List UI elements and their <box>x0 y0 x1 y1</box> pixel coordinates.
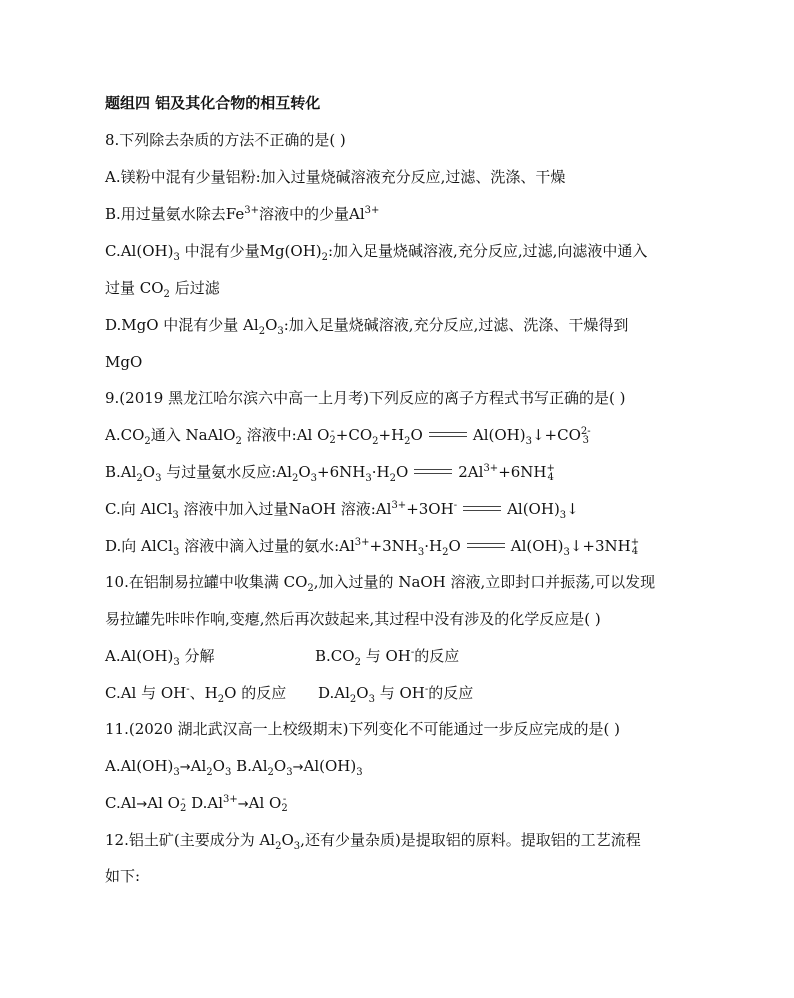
text: A.Al(OH) <box>105 757 174 775</box>
subscript: 3 <box>417 547 425 558</box>
subscript: 3 <box>525 436 532 447</box>
superscript: 3+ <box>483 463 499 474</box>
subscript: 2 <box>291 473 299 484</box>
superscript: - <box>453 500 458 511</box>
subscript: 3 <box>559 510 567 521</box>
text: O <box>281 831 294 849</box>
text: Al O <box>248 794 282 812</box>
q11-options-ab <box>105 756 363 778</box>
subscript: 2 <box>163 289 170 300</box>
text: 通入 NaAlO <box>150 426 236 444</box>
superscript: + <box>630 537 640 548</box>
superscript: 3+ <box>354 537 370 548</box>
subscript: 2 <box>179 803 187 814</box>
text: :加入足量烧碱溶液,充分反应,过滤、洗涤、干燥得到 <box>283 316 629 334</box>
text: 溶液中:Al O <box>241 426 330 444</box>
text: Al(OH) <box>510 537 564 555</box>
subscript: 3 <box>286 767 293 778</box>
text: C.Al <box>105 794 137 812</box>
sub-sup-stack <box>581 427 591 445</box>
subscript: 2 <box>206 767 213 778</box>
text: 12.铝土矿(主要成分为 Al <box>105 831 276 849</box>
subscript: 3 <box>173 767 180 778</box>
subscript: 3 <box>368 694 375 705</box>
sub-sup-stack <box>631 538 639 556</box>
superscript: - <box>186 684 190 695</box>
subscript: 3 <box>356 767 363 778</box>
text: D.Al <box>186 794 223 812</box>
arrow-icon: → <box>136 797 148 812</box>
text: 溶液中滴入过量的氨水:Al <box>179 537 355 555</box>
text: 与 OH <box>360 647 411 665</box>
text: O <box>212 757 225 775</box>
text: B.Al <box>105 463 137 481</box>
text: +3OH <box>406 500 454 518</box>
q9-stem: 9.(2019 黑龙江哈尔滨六中高一上月考)下列反应的离子方程式书写正确的是( ) <box>105 389 626 407</box>
text: +6NH <box>498 463 547 481</box>
text: B.CO <box>315 647 355 665</box>
text: +6NH <box>317 463 366 481</box>
text: 溶液中的少量Al <box>259 205 365 223</box>
arrow-icon: → <box>179 760 191 775</box>
subscript: 2 <box>442 547 449 558</box>
q8-option-d-continued: MgO <box>105 353 143 371</box>
q8-option-b <box>105 204 379 224</box>
q10-stem-continued: 易拉罐先咔咔作响,变瘪,然后再次鼓起来,其过程中没有涉及的化学反应是( ) <box>105 610 601 628</box>
subscript: 2 <box>321 252 328 263</box>
text: ↓+CO <box>531 426 581 444</box>
subscript: 2 <box>217 694 225 705</box>
q8-option-a: A.镁粉中混有少量铝粉:加入过量烧碱溶液充分反应,过滤、洗涤、干燥 <box>105 168 566 186</box>
text: 过量 CO <box>105 279 164 297</box>
subscript: 4 <box>547 472 554 483</box>
equals-sign <box>467 543 505 548</box>
text: C.Al 与 OH <box>105 684 187 702</box>
text: Al(OH) <box>472 426 526 444</box>
q8-option-d <box>105 315 628 335</box>
subscript: 3 <box>173 657 180 668</box>
text: B.Al <box>231 757 268 775</box>
arrow-icon: → <box>237 797 249 812</box>
equals-sign <box>463 506 501 511</box>
q9-option-d <box>105 536 639 556</box>
q9-option-a <box>105 425 591 445</box>
text: Al O <box>147 794 180 812</box>
text: 10.在铝制易拉罐中收集满 CO <box>105 573 308 591</box>
subscript: 2 <box>267 767 274 778</box>
text: 后过滤 <box>169 279 220 297</box>
text: ↓+3NH <box>569 537 631 555</box>
text: O <box>298 463 311 481</box>
text: 的反应 <box>428 684 474 702</box>
text: C.Al(OH) <box>105 242 174 260</box>
text: ·H <box>424 537 443 555</box>
subscript: 3 <box>277 326 284 337</box>
subscript: 2 <box>389 473 396 484</box>
subscript: 2 <box>144 436 151 447</box>
text: A.CO <box>105 426 145 444</box>
text: ↓ <box>566 500 579 518</box>
superscript: 3+ <box>391 500 407 511</box>
superscript: 3+ <box>364 205 380 216</box>
superscript: + <box>546 463 555 474</box>
q10-option-c <box>105 683 286 703</box>
text: 溶液中加入过量NaOH 溶液:Al <box>178 500 392 518</box>
q10-stem <box>105 572 655 592</box>
subscript: 2 <box>372 436 379 447</box>
subscript: 2 <box>235 436 242 447</box>
text: O <box>273 757 287 775</box>
text: +3NH <box>369 537 418 555</box>
q8-option-c-continued <box>105 278 220 298</box>
subscript: 3 <box>224 767 232 778</box>
sub-sup-stack <box>281 795 287 813</box>
text: 与 OH <box>374 684 425 702</box>
text: O <box>395 463 409 481</box>
subscript: 2 <box>349 694 357 705</box>
text: A.Al(OH) <box>105 647 174 665</box>
text: ,加入过量的 NaOH 溶液,立即封口并振荡,可以发现 <box>313 573 656 591</box>
q8-stem: 8.下列除去杂质的方法不正确的是( ) <box>105 131 346 149</box>
q12-stem-continued: 如下: <box>105 867 141 885</box>
q8-option-c <box>105 241 647 261</box>
q12-stem <box>105 830 641 850</box>
text: +H <box>378 426 405 444</box>
superscript: - <box>181 794 185 805</box>
text: D.MgO 中混有少量 Al <box>105 316 259 334</box>
superscript: 2- <box>580 426 591 437</box>
superscript: - <box>410 647 415 658</box>
text: 分解 <box>179 647 215 665</box>
subscript: 3 <box>173 252 180 263</box>
text: 2Al <box>458 463 484 481</box>
subscript: 2 <box>275 841 282 852</box>
text: C.向 AlCl <box>105 500 173 518</box>
text: +CO <box>335 426 373 444</box>
subscript: 2 <box>281 803 288 814</box>
text: O <box>356 684 369 702</box>
text: 的反应 <box>414 647 460 665</box>
q11-stem: 11.(2020 湖北武汉高一上校级期末)下列变化不可能通过一步反应完成的是( ) <box>105 720 620 738</box>
text: O <box>265 316 278 334</box>
superscript: 3+ <box>223 794 238 805</box>
text: :加入足量烧碱溶液,充分反应,过滤,向滤液中通入 <box>328 242 648 260</box>
subscript: 2 <box>329 435 336 446</box>
text: O <box>142 463 156 481</box>
text: ·H <box>371 463 390 481</box>
q10-option-d <box>318 683 473 703</box>
q9-option-b <box>105 462 555 482</box>
equals-sign <box>429 432 467 437</box>
q10-option-a <box>105 646 214 666</box>
superscript: - <box>330 426 335 437</box>
equals-sign <box>414 469 452 474</box>
text: 与过量氨水反应:Al <box>161 463 292 481</box>
superscript: - <box>424 684 429 695</box>
subscript: 2 <box>258 326 266 337</box>
text: B.用过量氨水除去Fe <box>105 205 245 223</box>
subscript: 4 <box>631 546 639 557</box>
text: O <box>410 426 423 444</box>
subscript: 3 <box>293 841 301 852</box>
subscript: 3 <box>310 473 317 484</box>
text: ,还有少量杂质)是提取铝的原料。提取铝的工艺流程 <box>300 831 641 849</box>
subscript: 3 <box>172 510 179 521</box>
subscript: 3 <box>365 473 372 484</box>
subscript: 3 <box>172 547 180 558</box>
subscript: 3 <box>155 473 162 484</box>
subscript: 3 <box>563 547 570 558</box>
text: O 的反应 <box>224 684 287 702</box>
arrow-icon: → <box>292 760 304 775</box>
text: O <box>448 537 461 555</box>
subscript: 2 <box>136 473 143 484</box>
q9-option-c <box>105 499 579 519</box>
text: 、H <box>189 684 218 702</box>
superscript: - <box>282 794 287 805</box>
q11-options-cd <box>105 793 288 815</box>
superscript: 3+ <box>244 205 260 216</box>
text: D.向 AlCl <box>105 537 173 555</box>
text: Al(OH) <box>303 757 357 775</box>
subscript: 2 <box>404 436 411 447</box>
sub-sup-stack <box>547 464 555 482</box>
subscript: 2 <box>354 657 361 668</box>
subscript: 2 <box>307 583 314 594</box>
text: Al(OH) <box>507 500 560 518</box>
text: Al <box>190 757 207 775</box>
text: 中混有少量Mg(OH) <box>179 242 322 260</box>
q10-option-b <box>315 646 459 666</box>
section-heading: 题组四 铝及其化合物的相互转化 <box>105 94 321 112</box>
text: D.Al <box>318 684 350 702</box>
subscript: 3 <box>582 435 589 446</box>
